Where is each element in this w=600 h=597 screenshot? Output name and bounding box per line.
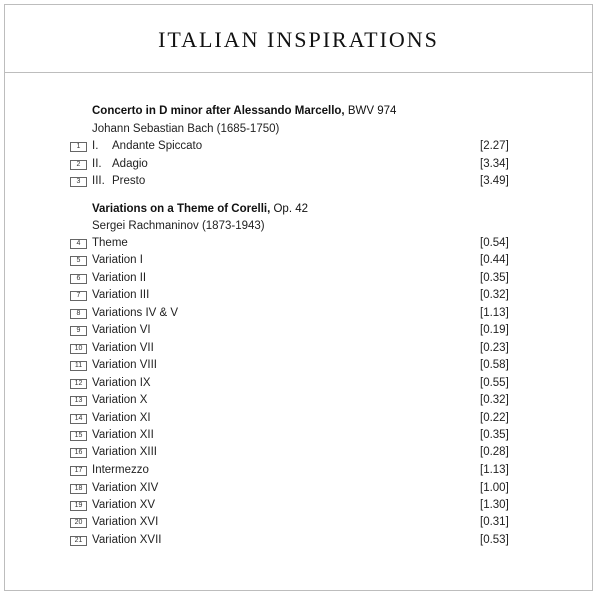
track-duration: [0.32] (480, 394, 509, 406)
track-row[interactable] (0, 342, 600, 358)
track-title: Variation X (92, 394, 148, 406)
track-row[interactable] (0, 324, 600, 340)
track-duration: [1.13] (480, 307, 509, 319)
track-number: 10 (70, 344, 87, 354)
track-row[interactable] (0, 429, 600, 445)
track-row[interactable] (0, 516, 600, 532)
track-duration: [1.00] (480, 482, 509, 494)
track-duration: [3.49] (480, 175, 509, 187)
track-number: 9 (70, 326, 87, 336)
track-number: 14 (70, 414, 87, 424)
track-number: 13 (70, 396, 87, 406)
track-title: Variation II (92, 272, 147, 284)
movement-name: Adagio (112, 158, 148, 170)
track-title: Variation XVI (92, 516, 159, 528)
track-duration: [0.35] (480, 272, 509, 284)
track-duration: [2.27] (480, 140, 509, 152)
composer: Sergei Rachmaninov (1873-1943) (92, 220, 265, 232)
track-number: 19 (70, 501, 87, 511)
track-row[interactable] (0, 412, 600, 428)
track-title: Variation VII (92, 342, 154, 354)
track-number: 18 (70, 484, 87, 494)
movement-numeral: I. (92, 140, 99, 152)
track-duration: [1.30] (480, 499, 509, 511)
track-title: Variation XIII (92, 446, 157, 458)
track-number: 6 (70, 274, 87, 284)
track-duration: [0.23] (480, 342, 509, 354)
track-duration: [0.31] (480, 516, 509, 528)
track-number: 8 (70, 309, 87, 319)
track-duration: [1.13] (480, 464, 509, 476)
track-title: Variation XI (92, 412, 151, 424)
track-row[interactable] (0, 359, 600, 375)
track-row[interactable] (0, 254, 600, 270)
track-row[interactable] (0, 377, 600, 393)
track-number: 11 (70, 361, 87, 371)
track-title (92, 175, 145, 187)
work-title-catalog: Op. 42 (270, 203, 309, 215)
track-number: 4 (70, 239, 87, 249)
track-duration: [0.35] (480, 429, 509, 441)
track-duration: [0.54] (480, 237, 509, 249)
work-title (92, 203, 308, 215)
track-duration: [0.44] (480, 254, 509, 266)
track-number: 12 (70, 379, 87, 389)
movement-numeral: III. (92, 175, 105, 187)
track-duration: [0.55] (480, 377, 509, 389)
work-title-catalog: BWV 974 (344, 105, 397, 117)
movement-name: Andante Spiccato (112, 140, 203, 152)
track-number: 17 (70, 466, 87, 476)
track-duration: [3.34] (480, 158, 509, 170)
track-number: 15 (70, 431, 87, 441)
track-duration: [0.32] (480, 289, 509, 301)
track-title: Variation VI (92, 324, 151, 336)
track-number: 2 (70, 160, 87, 170)
track-title: Variation XV (92, 499, 156, 511)
page-title: ITALIAN INSPIRATIONS (158, 27, 439, 52)
track-row[interactable] (0, 158, 600, 174)
track-number: 7 (70, 291, 87, 301)
track-title: Variation XII (92, 429, 154, 441)
track-title: Variation III (92, 289, 150, 301)
track-title: Variation XIV (92, 482, 159, 494)
track-title (92, 140, 202, 152)
movement-name: Presto (112, 175, 146, 187)
track-number: 20 (70, 518, 87, 528)
track-number: 5 (70, 256, 87, 266)
track-duration: [0.58] (480, 359, 509, 371)
track-duration: [0.28] (480, 446, 509, 458)
track-title: Theme (92, 237, 128, 249)
track-title: Variations IV & V (92, 307, 179, 319)
track-row[interactable] (0, 394, 600, 410)
movement-numeral: II. (92, 158, 102, 170)
track-row[interactable] (0, 482, 600, 498)
track-row[interactable] (0, 175, 600, 191)
track-title: Variation VIII (92, 359, 157, 371)
track-title: Intermezzo (92, 464, 149, 476)
work-title-main: Variations on a Theme of Corelli, (92, 203, 271, 215)
header (5, 5, 592, 73)
track-number: 1 (70, 142, 87, 152)
track-title (92, 158, 148, 170)
track-row[interactable] (0, 140, 600, 156)
track-row[interactable] (0, 272, 600, 288)
track-row[interactable] (0, 237, 600, 253)
track-title: Variation XVII (92, 534, 162, 546)
track-duration: [0.19] (480, 324, 509, 336)
track-row[interactable] (0, 307, 600, 323)
track-row[interactable] (0, 464, 600, 480)
track-duration: [0.22] (480, 412, 509, 424)
work-title-main: Concerto in D minor after Alessando Marcello, (92, 105, 345, 117)
track-number: 21 (70, 536, 87, 546)
composer: Johann Sebastian Bach (1685-1750) (92, 123, 280, 135)
track-title: Variation I (92, 254, 143, 266)
track-row[interactable] (0, 446, 600, 462)
track-number: 3 (70, 177, 87, 187)
track-number: 16 (70, 448, 87, 458)
track-title: Variation IX (92, 377, 151, 389)
track-duration: [0.53] (480, 534, 509, 546)
track-row[interactable] (0, 534, 600, 550)
work-title (92, 105, 396, 117)
track-row[interactable] (0, 499, 600, 515)
track-row[interactable] (0, 289, 600, 305)
